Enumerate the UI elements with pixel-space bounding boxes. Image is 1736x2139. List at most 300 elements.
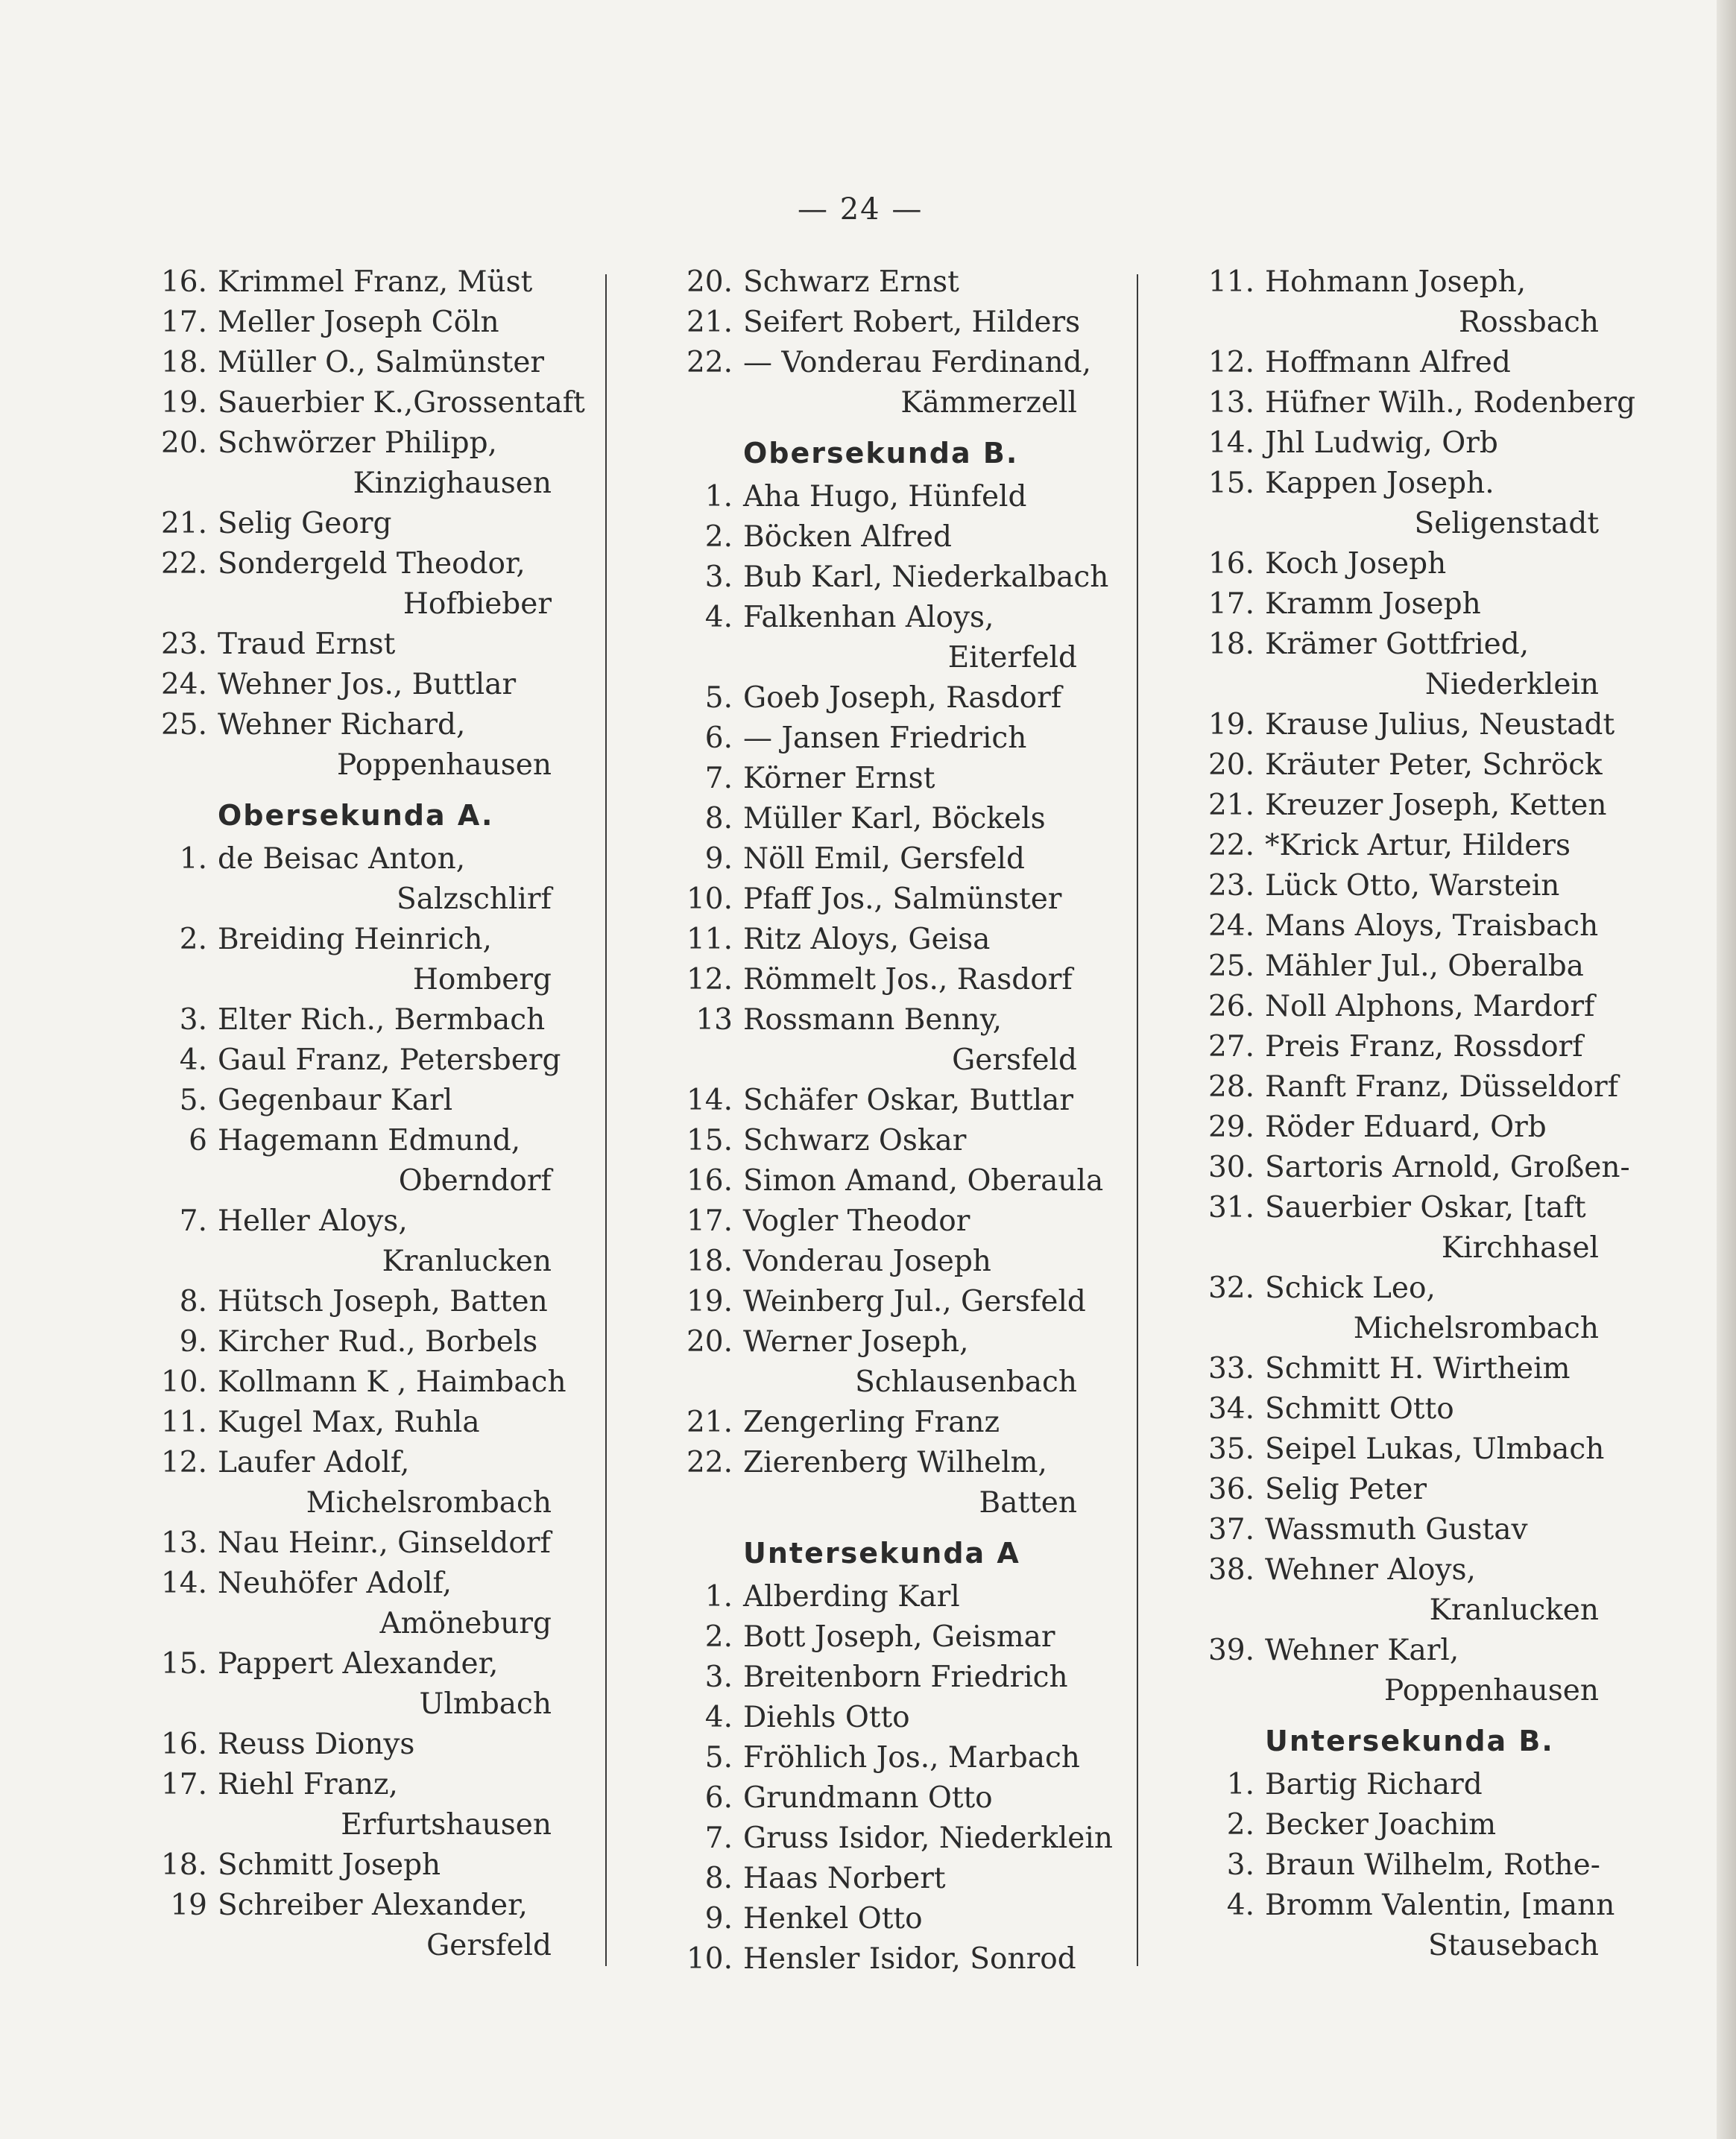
student-entry bbox=[1196, 1845, 1614, 1886]
student-entry bbox=[1196, 1805, 1614, 1845]
entry-line bbox=[149, 383, 585, 423]
entry-line bbox=[1196, 1349, 1614, 1389]
entry-line bbox=[1196, 544, 1614, 584]
student-name: Schäfer Oskar, Buttlar bbox=[743, 1084, 1073, 1117]
entry-line bbox=[149, 1403, 566, 1443]
entry-line bbox=[675, 343, 1092, 383]
student-name: Seifert Robert, Hilders bbox=[743, 306, 1081, 339]
student-entry bbox=[149, 1564, 566, 1644]
student-name: Bromm Valentin, [mann bbox=[1265, 1889, 1615, 1922]
student-name: Laufer Adolf, bbox=[218, 1446, 410, 1479]
student-entry bbox=[1196, 383, 1636, 423]
student-name: Koch Joseph bbox=[1265, 547, 1447, 581]
student-entry bbox=[1196, 947, 1614, 987]
student-name: Meller Joseph Cöln bbox=[218, 306, 499, 339]
student-name: *Krick Artur, Hilders bbox=[1265, 829, 1571, 862]
entry-number: 19 bbox=[170, 1889, 207, 1922]
student-name: Schreiber Alexander, bbox=[218, 1889, 528, 1922]
entry-number: 7. bbox=[704, 762, 733, 795]
entry-line bbox=[1196, 947, 1614, 987]
student-name: Simon Amand, Oberaula bbox=[743, 1164, 1104, 1198]
entry-line bbox=[149, 1443, 566, 1483]
entry-line bbox=[1196, 1148, 1630, 1188]
student-name: Zengerling Franz bbox=[743, 1406, 1000, 1439]
entry-number: 11. bbox=[1208, 265, 1254, 299]
student-entry bbox=[1196, 1765, 1614, 1805]
entry-number: 9. bbox=[704, 842, 733, 876]
entry-number: 20. bbox=[686, 1325, 733, 1359]
entry-line bbox=[1196, 464, 1614, 504]
student-hometown: Kranlucken bbox=[1429, 1593, 1599, 1627]
entry-line bbox=[1196, 383, 1636, 423]
student-entry bbox=[149, 1523, 566, 1564]
entry-line bbox=[1196, 343, 1614, 383]
entry-number: 11. bbox=[686, 923, 733, 956]
entry-number: 17. bbox=[160, 306, 207, 339]
student-name: Röder Eduard, Orb bbox=[1265, 1110, 1547, 1144]
student-entry bbox=[675, 303, 1092, 343]
entry-line bbox=[149, 343, 566, 383]
student-entry bbox=[149, 1322, 566, 1362]
entry-number: 5. bbox=[704, 1741, 733, 1775]
student-name: Zierenberg Wilhelm, bbox=[743, 1446, 1047, 1479]
entry-line bbox=[149, 423, 566, 464]
entry-number: 16. bbox=[160, 1728, 207, 1761]
entry-line bbox=[149, 1081, 566, 1121]
student-entry bbox=[1196, 1510, 1614, 1550]
entry-number: 26. bbox=[1208, 990, 1254, 1023]
entry-number: 18. bbox=[160, 1848, 207, 1882]
student-entry bbox=[675, 262, 1092, 303]
student-entry bbox=[1196, 1349, 1614, 1389]
entry-line bbox=[1196, 1510, 1614, 1550]
entry-line bbox=[675, 262, 1092, 303]
entry-line bbox=[149, 1644, 566, 1684]
entry-line bbox=[149, 1523, 566, 1564]
student-name: Grundmann Otto bbox=[743, 1781, 993, 1815]
student-entry bbox=[1196, 705, 1614, 745]
entry-number: 10. bbox=[686, 1942, 733, 1976]
entry-line bbox=[149, 262, 566, 303]
entry-number: 4. bbox=[704, 601, 733, 634]
entry-line bbox=[675, 1322, 1092, 1362]
student-name: Pfaff Jos., Salmünster bbox=[743, 882, 1062, 916]
entry-number: 5. bbox=[179, 1084, 207, 1117]
student-entry bbox=[675, 1161, 1104, 1201]
student-name: Riehl Franz, bbox=[218, 1768, 398, 1801]
student-name: Vonderau Joseph bbox=[743, 1245, 991, 1278]
student-name: Sartoris Arnold, Großen- bbox=[1265, 1151, 1630, 1184]
student-entry bbox=[675, 1939, 1092, 1980]
entry-line bbox=[675, 1081, 1092, 1121]
entry-line bbox=[149, 1362, 566, 1403]
entry-line bbox=[149, 625, 566, 665]
entry-line bbox=[1196, 1429, 1614, 1470]
student-hometown: Kirchhasel bbox=[1441, 1231, 1599, 1265]
entry-line bbox=[1196, 1067, 1619, 1108]
entry-number: 22. bbox=[686, 346, 733, 379]
entry-number: 1. bbox=[179, 842, 207, 876]
student-name: Noll Alphons, Mardorf bbox=[1265, 990, 1595, 1023]
student-name: Hüfner Wilh., Rodenberg bbox=[1265, 386, 1636, 420]
student-name: Wehner Aloys, bbox=[1265, 1553, 1476, 1587]
student-name: Nau Heinr., Ginseldorf bbox=[218, 1526, 551, 1560]
entry-number: 6. bbox=[704, 721, 733, 755]
student-entry bbox=[1196, 343, 1614, 383]
entry-line bbox=[149, 839, 566, 879]
entry-number: 33. bbox=[1208, 1352, 1254, 1386]
entry-line bbox=[149, 1121, 566, 1161]
student-hometown: Erfurtshausen bbox=[341, 1808, 552, 1842]
student-name: Braun Wilhelm, Rothe- bbox=[1265, 1848, 1600, 1882]
student-name: Weinberg Jul., Gersfeld bbox=[743, 1285, 1086, 1318]
student-name: Mans Aloys, Traisbach bbox=[1265, 909, 1599, 943]
student-entry bbox=[675, 1658, 1092, 1698]
entry-line bbox=[1196, 423, 1614, 464]
entry-line bbox=[1196, 1550, 1614, 1590]
entry-number: 38. bbox=[1208, 1553, 1254, 1587]
entry-line bbox=[1196, 1805, 1614, 1845]
student-name: Römmelt Jos., Rasdorf bbox=[743, 963, 1073, 996]
student-name: Krimmel Franz, Müst bbox=[218, 265, 533, 299]
entry-line bbox=[675, 517, 1092, 557]
entry-line bbox=[675, 1443, 1092, 1483]
entry-line bbox=[1196, 906, 1614, 947]
student-entry bbox=[675, 1698, 1092, 1738]
student-entry bbox=[149, 1040, 566, 1081]
student-entry bbox=[1196, 745, 1614, 786]
student-name: Preis Franz, Rossdorf bbox=[1265, 1030, 1583, 1064]
entry-line bbox=[675, 1778, 1092, 1819]
student-name: — Jansen Friedrich bbox=[743, 721, 1027, 755]
student-entry bbox=[149, 1282, 566, 1322]
entry-line bbox=[675, 1819, 1113, 1859]
entry-line bbox=[149, 920, 566, 960]
student-hometown: Michelsrombach bbox=[1353, 1312, 1599, 1345]
student-name: Körner Ernst bbox=[743, 762, 935, 795]
entry-line bbox=[1196, 584, 1614, 625]
entry-number: 1. bbox=[1226, 1768, 1254, 1801]
student-entry bbox=[149, 665, 566, 705]
student-name: Aha Hugo, Hünfeld bbox=[743, 480, 1027, 514]
entry-line bbox=[1196, 705, 1614, 745]
student-entry bbox=[1196, 1886, 1614, 1966]
student-name: Nöll Emil, Gersfeld bbox=[743, 842, 1025, 876]
student-list bbox=[675, 262, 1113, 1980]
entry-number: 2. bbox=[704, 1620, 733, 1654]
student-name: Schwarz Ernst bbox=[743, 265, 959, 299]
student-entry bbox=[675, 759, 1092, 799]
student-hometown: Gersfeld bbox=[952, 1043, 1077, 1077]
page-number: — 24 — bbox=[798, 192, 924, 227]
student-entry bbox=[675, 799, 1092, 839]
entry-number: 13. bbox=[160, 1526, 207, 1560]
entry-line bbox=[675, 1698, 1092, 1738]
student-hometown: Kämmerzell bbox=[900, 386, 1077, 420]
student-list bbox=[1196, 262, 1636, 1966]
student-entry bbox=[149, 1000, 566, 1040]
student-name: Pappert Alexander, bbox=[218, 1647, 499, 1681]
entry-number: 17. bbox=[160, 1768, 207, 1801]
student-entry bbox=[149, 1362, 566, 1403]
entry-line bbox=[149, 1040, 566, 1081]
student-entry bbox=[1196, 1268, 1614, 1349]
student-name: Schwörzer Philipp, bbox=[218, 426, 497, 460]
entry-number: 22. bbox=[1208, 829, 1254, 862]
entry-line bbox=[149, 1322, 566, 1362]
student-hometown: Amöneburg bbox=[379, 1607, 552, 1640]
student-name: Bartig Richard bbox=[1265, 1768, 1483, 1801]
student-entry bbox=[1196, 866, 1614, 906]
entry-number: 8. bbox=[704, 802, 733, 835]
entry-number: 3. bbox=[1226, 1848, 1254, 1882]
student-entry bbox=[675, 1738, 1092, 1778]
entry-number: 4. bbox=[704, 1701, 733, 1734]
student-name: Schwarz Oskar bbox=[743, 1124, 967, 1157]
student-name: Rossmann Benny, bbox=[743, 1003, 1002, 1037]
student-entry bbox=[149, 1121, 566, 1201]
student-hometown: Poppenhausen bbox=[1384, 1674, 1599, 1707]
student-entry bbox=[675, 343, 1092, 423]
entry-line bbox=[1196, 1845, 1614, 1886]
entry-number: 34. bbox=[1208, 1392, 1254, 1426]
entry-line bbox=[1196, 1268, 1614, 1309]
entry-number: 3. bbox=[704, 1661, 733, 1694]
entry-number: 36. bbox=[1208, 1473, 1254, 1506]
student-name: Schmitt H. Wirtheim bbox=[1265, 1352, 1571, 1386]
entry-line bbox=[675, 1403, 1092, 1443]
student-entry bbox=[1196, 1631, 1614, 1711]
student-name: Sauerbier K.,Grossentaft bbox=[218, 386, 585, 420]
entry-number: 24. bbox=[160, 668, 207, 701]
student-name: Kräuter Peter, Schröck bbox=[1265, 748, 1603, 782]
student-entry bbox=[1196, 786, 1614, 826]
entry-number: 14. bbox=[160, 1567, 207, 1600]
entry-number: 9. bbox=[179, 1325, 207, 1359]
entry-line bbox=[675, 879, 1092, 920]
entry-line bbox=[675, 1161, 1104, 1201]
student-hometown: Schlausenbach bbox=[855, 1365, 1077, 1399]
student-entry bbox=[149, 1443, 566, 1523]
student-entry bbox=[1196, 423, 1614, 464]
student-name: Traud Ernst bbox=[218, 628, 396, 661]
student-hometown: Eiterfeld bbox=[947, 641, 1077, 674]
student-name: Ranft Franz, Düsseldorf bbox=[1265, 1070, 1619, 1104]
entry-line bbox=[149, 504, 566, 544]
student-entry bbox=[1196, 906, 1614, 947]
entry-number: 21. bbox=[686, 306, 733, 339]
student-name: Bub Karl, Niederkalbach bbox=[743, 560, 1109, 594]
student-hometown: Stausebach bbox=[1427, 1929, 1599, 1962]
student-hometown: Batten bbox=[979, 1486, 1077, 1520]
student-name: Neuhöfer Adolf, bbox=[218, 1567, 452, 1600]
entry-number: 32. bbox=[1208, 1271, 1254, 1305]
student-entry bbox=[149, 839, 566, 920]
entry-line bbox=[675, 1242, 1092, 1282]
student-name: Sondergeld Theodor, bbox=[218, 547, 525, 581]
entry-number: 4. bbox=[1226, 1889, 1254, 1922]
entry-number: 2. bbox=[1226, 1808, 1254, 1842]
column-2 bbox=[675, 262, 1113, 1980]
student-entry bbox=[1196, 1027, 1614, 1067]
entry-line bbox=[675, 477, 1092, 517]
entry-number: 6. bbox=[704, 1781, 733, 1815]
entry-line bbox=[1196, 1765, 1614, 1805]
student-name: Werner Joseph, bbox=[743, 1325, 969, 1359]
student-name: Henkel Otto bbox=[743, 1902, 923, 1936]
student-entry bbox=[675, 517, 1092, 557]
entry-number: 29. bbox=[1208, 1110, 1254, 1144]
student-entry bbox=[675, 1859, 1092, 1899]
entry-line bbox=[1196, 1108, 1614, 1148]
student-name: Wehner Richard, bbox=[218, 708, 466, 742]
class-heading: Untersekunda A bbox=[743, 1537, 1020, 1570]
entry-number: 23. bbox=[160, 628, 207, 661]
column-divider bbox=[1137, 274, 1138, 1966]
entry-line bbox=[1196, 1027, 1614, 1067]
entry-number: 15. bbox=[160, 1647, 207, 1681]
entry-number: 11. bbox=[160, 1406, 207, 1439]
entry-number: 24. bbox=[1208, 909, 1254, 943]
student-name: Hoffmann Alfred bbox=[1265, 346, 1511, 379]
entry-number: 12. bbox=[1208, 346, 1254, 379]
entry-line bbox=[675, 1899, 1092, 1939]
student-entry bbox=[149, 705, 566, 786]
entry-number: 12. bbox=[686, 963, 733, 996]
student-name: Selig Peter bbox=[1265, 1473, 1427, 1506]
student-name: Fröhlich Jos., Marbach bbox=[743, 1741, 1080, 1775]
entry-number: 23. bbox=[1208, 869, 1254, 903]
student-name: Kreuzer Joseph, Ketten bbox=[1265, 789, 1607, 822]
entry-number: 19. bbox=[1208, 708, 1254, 742]
student-hometown: Poppenhausen bbox=[337, 748, 552, 782]
entry-line bbox=[149, 303, 566, 343]
student-entry bbox=[1196, 1188, 1614, 1268]
entry-number: 10. bbox=[686, 882, 733, 916]
student-entry bbox=[675, 1322, 1092, 1403]
student-entry bbox=[675, 598, 1092, 678]
student-hometown: Kranlucken bbox=[382, 1245, 552, 1278]
entry-line bbox=[149, 1282, 566, 1322]
student-name: Schmitt Otto bbox=[1265, 1392, 1454, 1426]
entry-number: 16. bbox=[1208, 547, 1254, 581]
student-entry bbox=[675, 557, 1109, 598]
entry-number: 8. bbox=[704, 1862, 733, 1895]
student-name: Haas Norbert bbox=[743, 1862, 946, 1895]
entry-number: 16. bbox=[160, 265, 207, 299]
student-name: Schick Leo, bbox=[1265, 1271, 1436, 1305]
student-name: Müller O., Salmünster bbox=[218, 346, 545, 379]
entry-number: 25. bbox=[160, 708, 207, 742]
student-entry bbox=[675, 678, 1092, 718]
student-entry bbox=[1196, 1148, 1630, 1188]
student-name: Gaul Franz, Petersberg bbox=[218, 1043, 561, 1077]
class-heading: Untersekunda B. bbox=[1265, 1725, 1554, 1757]
entry-line bbox=[1196, 826, 1614, 866]
entry-number: 5. bbox=[704, 681, 733, 715]
student-hometown: Gersfeld bbox=[426, 1929, 552, 1962]
student-entry bbox=[1196, 1067, 1619, 1108]
entry-number: 2. bbox=[179, 923, 207, 956]
entry-number: 10. bbox=[160, 1365, 207, 1399]
student-entry bbox=[1196, 544, 1614, 584]
entry-line bbox=[149, 1886, 566, 1926]
entry-line bbox=[675, 799, 1092, 839]
student-entry bbox=[675, 1242, 1092, 1282]
entry-number: 17. bbox=[686, 1204, 733, 1238]
class-heading: Obersekunda A. bbox=[218, 799, 494, 832]
entry-line bbox=[1196, 786, 1614, 826]
student-name: Gruss Isidor, Niederklein bbox=[743, 1822, 1113, 1855]
entry-line bbox=[149, 1000, 566, 1040]
student-entry bbox=[149, 1201, 566, 1282]
entry-line bbox=[149, 1564, 566, 1604]
student-name: Böcken Alfred bbox=[743, 520, 952, 554]
student-entry bbox=[1196, 1108, 1614, 1148]
student-hometown: Salzschlirf bbox=[397, 882, 552, 916]
entry-line bbox=[675, 1121, 1092, 1161]
student-entry bbox=[1196, 987, 1614, 1027]
entry-number: 15. bbox=[1208, 467, 1254, 500]
student-entry bbox=[1196, 584, 1614, 625]
entry-line bbox=[1196, 1886, 1614, 1926]
student-entry bbox=[149, 343, 566, 383]
student-entry bbox=[149, 1725, 566, 1765]
student-hometown: Michelsrombach bbox=[306, 1486, 552, 1520]
entry-number: 1. bbox=[704, 480, 733, 514]
entry-line bbox=[149, 1725, 566, 1765]
entry-number: 9. bbox=[704, 1902, 733, 1936]
entry-number: 22. bbox=[160, 547, 207, 581]
entry-number: 6 bbox=[189, 1124, 207, 1157]
student-name: Falkenhan Aloys, bbox=[743, 601, 994, 634]
entry-line bbox=[675, 557, 1109, 598]
entry-number: 12. bbox=[160, 1446, 207, 1479]
entry-number: 19. bbox=[686, 1285, 733, 1318]
entry-number: 37. bbox=[1208, 1513, 1254, 1546]
student-entry bbox=[149, 1403, 566, 1443]
student-hometown: Kinzighausen bbox=[353, 467, 552, 500]
student-entry bbox=[675, 879, 1092, 920]
entry-number: 13. bbox=[1208, 386, 1254, 420]
student-entry bbox=[1196, 826, 1614, 866]
entry-number: 30. bbox=[1208, 1151, 1254, 1184]
entry-line bbox=[675, 678, 1092, 718]
entry-number: 14. bbox=[1208, 426, 1254, 460]
student-entry bbox=[675, 1201, 1092, 1242]
entry-number: 31. bbox=[1208, 1191, 1254, 1225]
entry-line bbox=[675, 1738, 1092, 1778]
entry-number: 13 bbox=[695, 1003, 733, 1037]
class-heading: Obersekunda B. bbox=[743, 437, 1019, 470]
entry-line bbox=[675, 1658, 1092, 1698]
student-entry bbox=[1196, 625, 1614, 705]
student-hometown: Hofbieber bbox=[403, 587, 552, 621]
entry-line bbox=[1196, 1389, 1614, 1429]
student-entry bbox=[675, 1081, 1092, 1121]
entry-number: 15. bbox=[686, 1124, 733, 1157]
student-entry bbox=[675, 1403, 1092, 1443]
student-entry bbox=[675, 960, 1092, 1000]
student-name: de Beisac Anton, bbox=[218, 842, 466, 876]
student-name: Bott Joseph, Geismar bbox=[743, 1620, 1055, 1654]
student-name: Becker Joachim bbox=[1265, 1808, 1497, 1842]
entry-line bbox=[675, 1000, 1092, 1040]
entry-line bbox=[149, 665, 566, 705]
entry-line bbox=[675, 598, 1092, 638]
student-name: Krämer Gottfried, bbox=[1265, 628, 1530, 661]
student-name: Hütsch Joseph, Batten bbox=[218, 1285, 548, 1318]
